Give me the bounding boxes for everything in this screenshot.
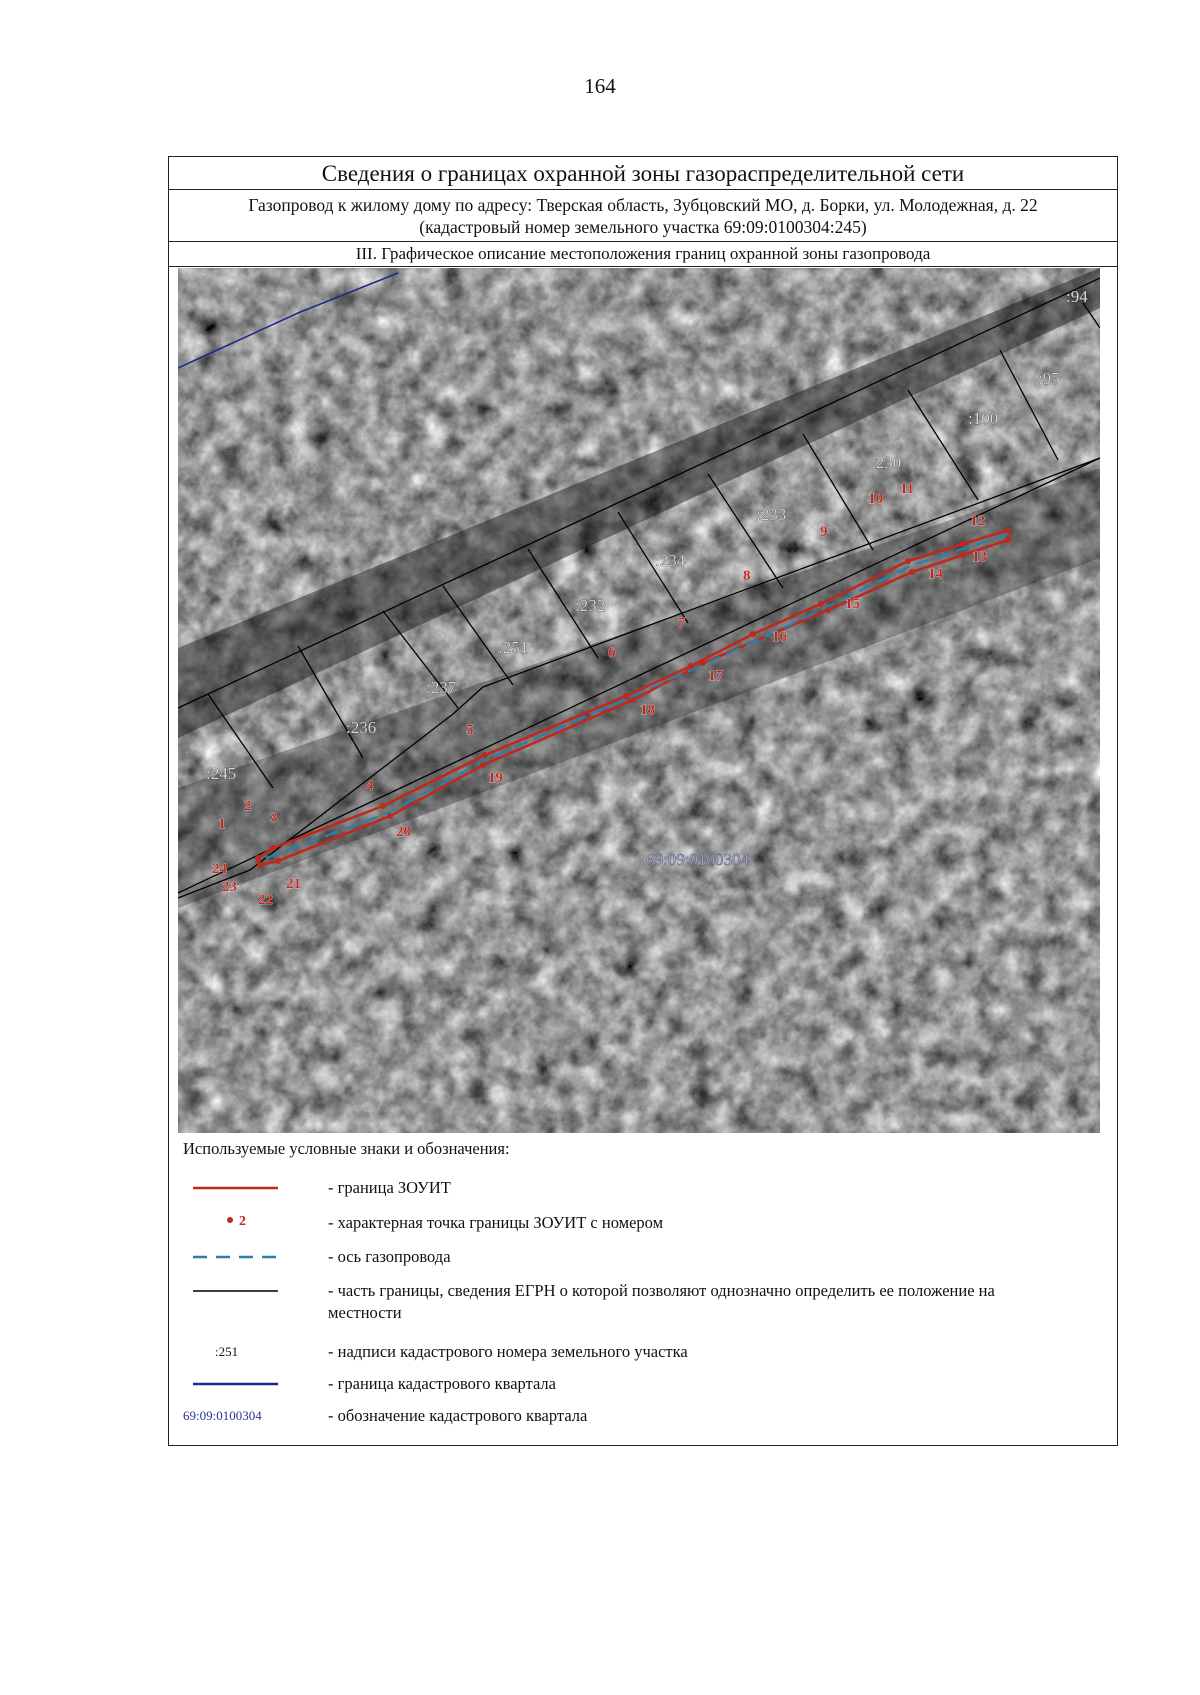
quarter-label-sample-text: 69:09:0100304 (183, 1408, 262, 1423)
parcel-label: :237 (426, 678, 457, 697)
aerial-map (178, 268, 1100, 1133)
point-number: 19 (488, 770, 503, 786)
point-number: 3 (270, 810, 278, 826)
parcel-label-sample (183, 1341, 293, 1363)
point-number: 4 (366, 778, 374, 794)
legend-text: - граница ЗОУИТ (328, 1178, 451, 1197)
parcel-label: :251 (498, 638, 529, 657)
parcel-label: :94 (1066, 287, 1088, 306)
parcel-label: :236 (346, 718, 377, 737)
point-number: 12 (970, 513, 985, 529)
point-number: 8 (743, 568, 751, 584)
black-line-icon (183, 1280, 293, 1302)
point-number: 17 (708, 668, 723, 684)
sheet-title: Сведения о границах охранной зоны газораспределительной сети (169, 157, 1117, 190)
point-number: 13 (972, 549, 987, 565)
point-number: 1 (218, 816, 226, 832)
point-number: 23 (222, 879, 237, 895)
point-number: 2 (244, 798, 252, 814)
red-point-icon (183, 1212, 293, 1234)
quarter-label-sample (183, 1405, 293, 1427)
parcel-label: :233 (756, 505, 787, 524)
object-address: Газопровод к жилому дому по адресу: Тверская область, Зубцовский МО, д. Борки, ул. Молодежная, д. 22 (248, 195, 1038, 215)
parcel-label: :232 (575, 596, 606, 615)
point-number: 18 (640, 702, 655, 718)
legend-text: - граница кадастрового квартала (328, 1374, 556, 1393)
parcel-label: :245 (206, 764, 237, 783)
point-number: 5 (466, 722, 474, 738)
point-number: 14 (928, 566, 943, 582)
blue-line-icon (183, 1373, 293, 1395)
legend-text: - характерная точка границы ЗОУИТ с номером (328, 1213, 664, 1232)
point-number: 6 (608, 645, 616, 661)
legend-text: - ось газопровода (328, 1247, 451, 1266)
parcel-label: :230 (871, 453, 902, 472)
point-number: 21 (286, 876, 301, 892)
point-number: 22 (258, 892, 273, 908)
parcel-label: :95 (1038, 369, 1060, 388)
section-title: III. Графическое описание местоположения границ охранной зоны газопровода (169, 242, 1117, 267)
object-description (169, 190, 1117, 242)
point-number: 9 (820, 524, 828, 540)
point-number: 10 (868, 491, 883, 507)
page-number: 164 (584, 74, 616, 98)
legend-title: Используемые условные знаки и обозначения: (183, 1139, 510, 1158)
legend-text: - часть границы, сведения ЕГРН о которой позволяют однозначно определить ее положение на местности (328, 1281, 995, 1322)
point-number: 20 (396, 824, 411, 840)
quarter-label: 69:09:0100304 (646, 850, 749, 869)
legend-text: - обозначение кадастрового квартала (328, 1406, 588, 1425)
blue-dashed-line-icon (183, 1246, 293, 1268)
map-sheet (168, 156, 1118, 1446)
object-cadastral-number: (кадастровый номер земельного участка 69:09:0100304:245) (419, 217, 867, 237)
point-number: 15 (845, 596, 860, 612)
point-sample-number: 2 (239, 1214, 246, 1229)
point-number: 24 (212, 861, 227, 877)
point-number: 11 (900, 481, 915, 497)
point-number: 16 (772, 629, 787, 645)
map-area (178, 268, 1100, 1133)
red-line-icon (183, 1177, 293, 1199)
parcel-label: :234 (655, 551, 686, 570)
parcel-label: :100 (968, 409, 999, 428)
point-number: 7 (678, 615, 686, 631)
legend-text: - надписи кадастрового номера земельного участка (328, 1342, 688, 1361)
parcel-label-sample-text: :251 (215, 1344, 239, 1359)
